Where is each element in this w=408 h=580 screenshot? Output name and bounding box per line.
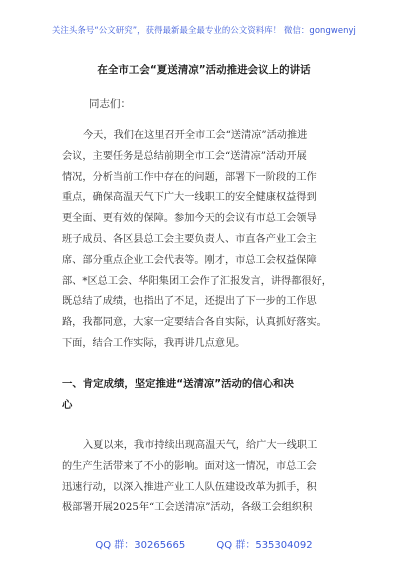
- paragraph-line: 迅速行动，以深入推进产业工人队伍建设改革为抓手，积: [62, 481, 317, 493]
- paragraph-line: 情况，分析当前工作中存在的问题，部署下一阶段的工作: [62, 171, 317, 183]
- heading-line: 一、肯定成绩，坚定推进“送清凉”活动的信心和决: [62, 378, 294, 390]
- footer-contact: [0, 536, 408, 551]
- paragraph-line: 的生产生活带来了不小的影响。面对这一情况，市总工会: [62, 460, 317, 472]
- paragraph-line: 更全面、更有效的保障。参加今天的会议有市总工会领导: [62, 213, 317, 225]
- paragraph-line: 入夏以来，我市持续出现高温天气，给广大一线职工: [83, 440, 318, 451]
- paragraph-line: 极部署开展2025年“工会送清凉”活动，各级工会组织积: [62, 502, 313, 514]
- qq-group-2: QQ 群：535304092: [216, 540, 313, 551]
- paragraph-line: 今天，我们在这里召开全市工会“送清凉”活动推进: [83, 130, 308, 141]
- paragraph-line: 班子成员、各区县总工会主要负责人、市直各产业工会主: [62, 233, 317, 245]
- salutation: 同志们：: [89, 98, 131, 110]
- section-heading-1: [62, 374, 350, 416]
- paragraph-line: 席、部分重点企业工会代表等。刚才，市总工会权益保障: [62, 254, 317, 266]
- qq-group-1: QQ 群：30265665: [95, 540, 186, 551]
- paragraph-line: 重点，确保高温天气下广大一线职工的安全健康权益得到: [62, 192, 317, 204]
- paragraph-line: 路，我都同意，大家一定要结合各自实际，认真抓好落实。: [62, 317, 327, 329]
- paragraph-2: [62, 436, 350, 519]
- paragraph-line: 部、*区总工会、华阳集团工会作了汇报发言，讲得都很好，: [62, 275, 332, 287]
- paragraph-line: 既总结了成绩，也指出了不足，还提出了下一步的工作思: [62, 296, 317, 308]
- paragraph-line: 下面，结合工作实际，我再讲几点意见。: [62, 337, 246, 349]
- top-banner: 关注头条号“公文研究”，获得最新最全最专业的公文资料库！ 微信：gongwenyj: [52, 25, 356, 35]
- heading-line: 心: [62, 398, 73, 411]
- paragraph-1: [62, 126, 350, 355]
- page-title: 在全市工会“夏送清凉”活动推进会议上的讲话: [97, 64, 311, 76]
- paragraph-line: 会议，主要任务是总结前期全市工会“送清凉”活动开展: [62, 150, 307, 162]
